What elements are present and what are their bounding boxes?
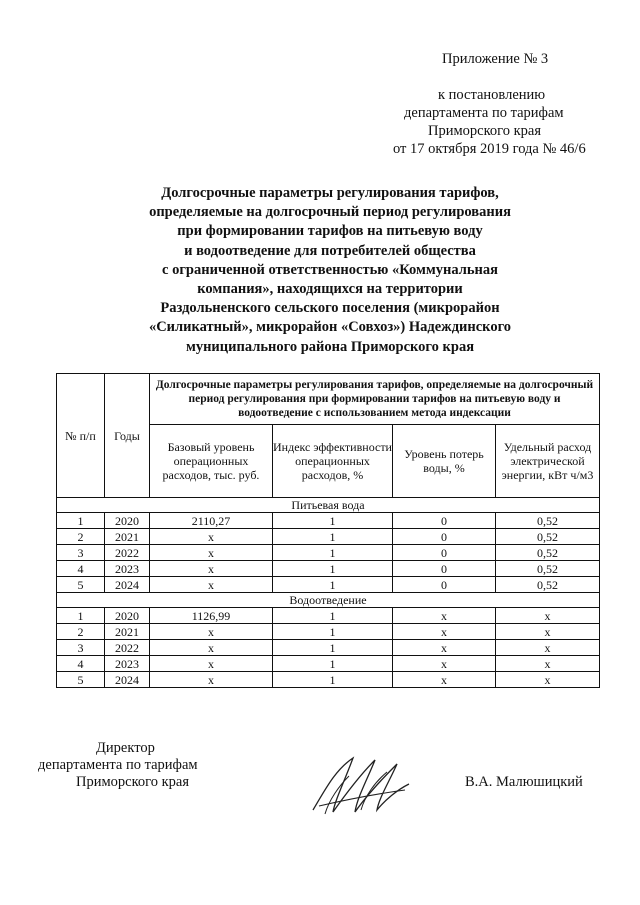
cell-base-cost: x — [150, 577, 273, 593]
cell-energy-use: x — [496, 624, 600, 640]
document-title — [110, 184, 550, 357]
cell-number: 5 — [57, 577, 105, 593]
cell-year: 2024 — [105, 672, 150, 688]
cell-efficiency-index: 1 — [273, 577, 393, 593]
cell-energy-use: x — [496, 640, 600, 656]
cell-base-cost: 2110,27 — [150, 513, 273, 529]
appendix-number: Приложение № 3 — [442, 51, 549, 67]
cell-water-loss: 0 — [393, 529, 496, 545]
cell-water-loss: 0 — [393, 545, 496, 561]
cell-water-loss: x — [393, 656, 496, 672]
cell-energy-use: x — [496, 656, 600, 672]
cell-number: 1 — [57, 513, 105, 529]
cell-water-loss: x — [393, 608, 496, 624]
appendix-date: от 17 октября 2019 года № 46/6 — [393, 141, 586, 157]
title-line: Раздольненского сельского поселения (микрорайон — [160, 300, 500, 317]
cell-year: 2024 — [105, 577, 150, 593]
cell-energy-use: 0,52 — [496, 545, 600, 561]
cell-number: 4 — [57, 561, 105, 577]
appendix-block — [380, 50, 600, 158]
column-header-efficiency-index: Индекс эффективности операционных расходов, % — [273, 425, 393, 498]
cell-energy-use: 0,52 — [496, 561, 600, 577]
cell-water-loss: x — [393, 672, 496, 688]
table-row — [57, 561, 600, 577]
signatory-name: В.А. Малюшицкий — [465, 774, 583, 790]
table-row — [57, 640, 600, 656]
cell-year: 2020 — [105, 608, 150, 624]
title-line: с ограниченной ответственностью «Коммунальная — [162, 261, 498, 278]
cell-efficiency-index: 1 — [273, 608, 393, 624]
cell-energy-use: x — [496, 608, 600, 624]
cell-number: 1 — [57, 608, 105, 624]
cell-number: 5 — [57, 672, 105, 688]
cell-base-cost: x — [150, 624, 273, 640]
cell-efficiency-index: 1 — [273, 561, 393, 577]
signatory-department: департамента по тарифам — [38, 757, 198, 773]
signatory-title: Директор — [96, 740, 155, 756]
title-line: определяемые на долгосрочный период регулирования — [149, 204, 511, 221]
cell-efficiency-index: 1 — [273, 640, 393, 656]
handwritten-signature — [305, 750, 415, 820]
cell-water-loss: x — [393, 624, 496, 640]
cell-base-cost: x — [150, 529, 273, 545]
cell-number: 2 — [57, 529, 105, 545]
column-header-number: № п/п — [57, 374, 105, 498]
cell-number: 3 — [57, 545, 105, 561]
cell-efficiency-index: 1 — [273, 529, 393, 545]
cell-efficiency-index: 1 — [273, 624, 393, 640]
appendix-line-1: к постановлению — [438, 87, 546, 103]
table-row — [57, 624, 600, 640]
cell-base-cost: 1126,99 — [150, 608, 273, 624]
table-row — [57, 529, 600, 545]
cell-energy-use: 0,52 — [496, 529, 600, 545]
table-row — [57, 656, 600, 672]
cell-efficiency-index: 1 — [273, 513, 393, 529]
signatory-position — [38, 740, 248, 791]
cell-efficiency-index: 1 — [273, 656, 393, 672]
section-title-wastewater: Водоотведение — [57, 593, 600, 608]
column-header-year: Годы — [105, 374, 150, 498]
title-line: Долгосрочные параметры регулирования тарифов, — [161, 185, 499, 201]
title-line: компания», находящихся на территории — [197, 281, 463, 298]
cell-number: 3 — [57, 640, 105, 656]
title-line: муниципального района Приморского края — [185, 338, 475, 355]
cell-water-loss: x — [393, 640, 496, 656]
cell-year: 2021 — [105, 529, 150, 545]
cell-base-cost: x — [150, 672, 273, 688]
cell-efficiency-index: 1 — [273, 672, 393, 688]
cell-year: 2021 — [105, 624, 150, 640]
cell-year: 2022 — [105, 545, 150, 561]
table-row — [57, 513, 600, 529]
cell-base-cost: x — [150, 545, 273, 561]
cell-year: 2020 — [105, 513, 150, 529]
parameters-table — [56, 373, 600, 688]
signatory-region: Приморского края — [76, 774, 190, 790]
table-row — [57, 608, 600, 624]
table-row — [57, 545, 600, 561]
cell-water-loss: 0 — [393, 513, 496, 529]
cell-efficiency-index: 1 — [273, 545, 393, 561]
section-title-drinking-water: Питьевая вода — [57, 498, 600, 513]
column-header-energy-use: Удельный расход электрической энергии, кВт ч/м3 — [496, 425, 600, 498]
table-row — [57, 577, 600, 593]
cell-base-cost: x — [150, 640, 273, 656]
group-header: Долгосрочные параметры регулирования тарифов, определяемые на долгосрочный период регулирования при формировании тарифов на питьевую воду и водоотведение с использованием метода индексации — [150, 374, 600, 425]
cell-year: 2023 — [105, 561, 150, 577]
cell-water-loss: 0 — [393, 577, 496, 593]
title-line: и водоотведение для потребителей общества — [184, 242, 476, 259]
cell-year: 2022 — [105, 640, 150, 656]
title-line: при формировании тарифов на питьевую воду — [177, 223, 483, 240]
cell-energy-use: x — [496, 672, 600, 688]
cell-base-cost: x — [150, 561, 273, 577]
cell-year: 2023 — [105, 656, 150, 672]
table-row — [57, 672, 600, 688]
cell-water-loss: 0 — [393, 561, 496, 577]
cell-energy-use: 0,52 — [496, 577, 600, 593]
cell-number: 4 — [57, 656, 105, 672]
appendix-line-2: департамента по тарифам — [404, 105, 564, 121]
cell-base-cost: x — [150, 656, 273, 672]
column-header-water-loss: Уровень потерь воды, % — [393, 425, 496, 498]
title-line: «Силикатный», микрорайон «Совхоз») Надеждинского — [148, 319, 512, 336]
cell-energy-use: 0,52 — [496, 513, 600, 529]
column-header-base-cost: Базовый уровень операционных расходов, тыс. руб. — [150, 425, 273, 498]
appendix-line-3: Приморского края — [428, 123, 542, 139]
cell-number: 2 — [57, 624, 105, 640]
